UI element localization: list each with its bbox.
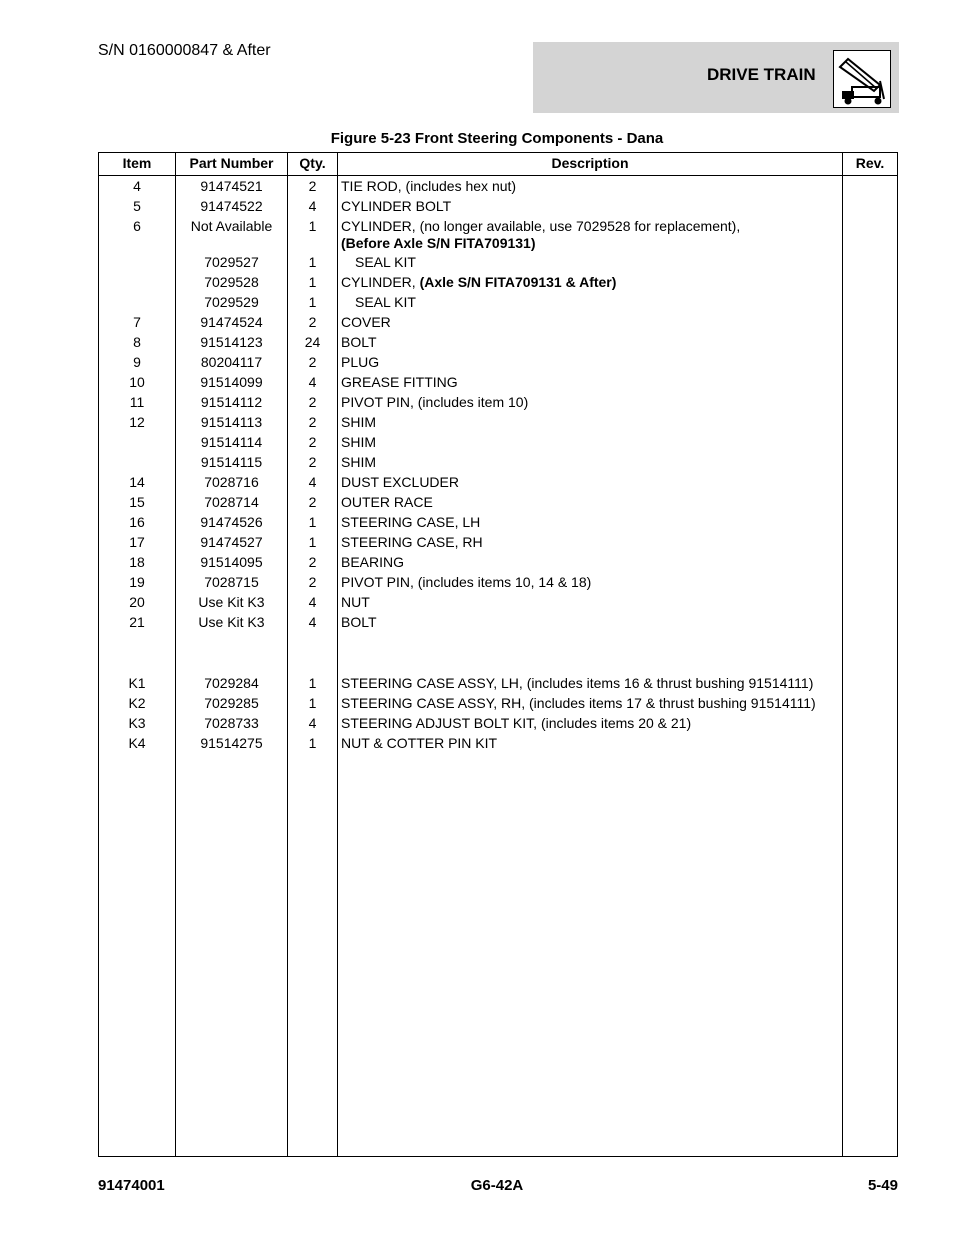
- footer-model: G6-42A: [470, 1177, 524, 1194]
- quantity: 1: [308, 218, 317, 234]
- column-header-item: Item: [122, 155, 152, 171]
- description: SHIM: [341, 454, 376, 470]
- serial-range-note: (Before Axle S/N FITA709131): [341, 235, 536, 251]
- table-row: [99, 452, 897, 472]
- description: NUT & COTTER PIN KIT: [341, 735, 498, 751]
- table-row: [99, 252, 897, 272]
- item-number: K2: [128, 695, 146, 711]
- column-header-description: Description: [551, 155, 629, 171]
- row-group: [99, 312, 897, 632]
- item-number: 8: [133, 334, 141, 350]
- part-number: 7029285: [204, 695, 259, 711]
- part-number: 80204117: [200, 354, 263, 370]
- item-number: 12: [129, 414, 145, 430]
- quantity: 2: [308, 434, 317, 450]
- serial-range-note: (Axle S/N FITA709131 & After): [419, 274, 617, 290]
- part-number: 91514115: [200, 454, 263, 470]
- lift-truck-icon: [833, 50, 891, 108]
- quantity: 1: [308, 695, 317, 711]
- part-number: 91514113: [200, 414, 263, 430]
- serial-number: S/N 0160000847 & After: [98, 42, 271, 59]
- table-row: [99, 592, 897, 612]
- quantity: 1: [308, 534, 317, 550]
- part-number: 91514112: [200, 394, 263, 410]
- item-number: 7: [133, 314, 141, 330]
- item-number: 10: [129, 374, 145, 390]
- quantity: 2: [308, 494, 317, 510]
- item-number: 6: [133, 218, 141, 234]
- part-number: 91514095: [200, 554, 263, 570]
- description: BOLT: [341, 614, 377, 630]
- column-header-part-number: Part Number: [189, 155, 274, 171]
- part-number: 91474526: [200, 514, 263, 530]
- description: OUTER RACE: [341, 494, 433, 510]
- part-number: 7029528: [204, 274, 259, 290]
- quantity: 4: [308, 474, 317, 490]
- table-row: [99, 713, 897, 733]
- figure-title: Figure 5-23 Front Steering Components - Dana: [330, 130, 664, 147]
- section-header: [533, 42, 899, 113]
- table-row: [99, 572, 897, 592]
- part-number: 91474522: [200, 198, 263, 214]
- part-number: Use Kit K3: [198, 614, 265, 630]
- description: PLUG: [341, 354, 380, 370]
- item-number: 11: [129, 394, 145, 410]
- part-number: 91514114: [200, 434, 263, 450]
- table-body: [99, 176, 897, 753]
- quantity: 2: [308, 414, 317, 430]
- quantity: 2: [308, 554, 317, 570]
- table-row: [99, 292, 897, 312]
- description: COVER: [341, 314, 391, 330]
- table-row: [99, 216, 897, 252]
- description: PIVOT PIN, (includes item 10): [341, 394, 529, 410]
- description: DUST EXCLUDER: [341, 474, 459, 490]
- item-number: K4: [128, 735, 146, 751]
- part-number: 91514099: [200, 374, 263, 390]
- table-row: [99, 196, 897, 216]
- part-number: 7028716: [204, 474, 259, 490]
- part-number: Not Available: [190, 218, 273, 234]
- description: STEERING CASE ASSY, LH, (includes items 16 & thrust bushing 91514111): [341, 675, 814, 691]
- description: BEARING: [341, 554, 405, 570]
- item-number: 19: [129, 574, 145, 590]
- table-row: [99, 372, 897, 392]
- description: PIVOT PIN, (includes items 10, 14 & 18): [341, 574, 592, 590]
- quantity: 2: [308, 454, 317, 470]
- table-row: [99, 312, 897, 332]
- part-number: 7028715: [204, 574, 259, 590]
- footer-page-number: 5-49: [867, 1177, 898, 1194]
- part-number: Use Kit K3: [198, 594, 265, 610]
- item-number: 20: [129, 594, 145, 610]
- item-number: 21: [129, 614, 145, 630]
- description: TIE ROD, (includes hex nut): [341, 178, 517, 194]
- quantity: 2: [308, 178, 317, 194]
- description: SHIM: [341, 434, 376, 450]
- table-row: [99, 612, 897, 632]
- table-row: [99, 693, 897, 713]
- quantity: 2: [308, 574, 317, 590]
- table-row: [99, 176, 897, 196]
- description: SEAL KIT: [355, 254, 416, 270]
- part-number: 7028714: [204, 494, 259, 510]
- description: SHIM: [341, 414, 376, 430]
- quantity: 4: [308, 715, 317, 731]
- table-row: [99, 733, 897, 753]
- row-spacer: [99, 632, 897, 673]
- table-row: [99, 272, 897, 292]
- description: STEERING CASE ASSY, RH, (includes items 17 & thrust bushing 91514111): [341, 695, 816, 711]
- table-row: [99, 552, 897, 572]
- quantity: 1: [308, 735, 317, 751]
- quantity: 2: [308, 314, 317, 330]
- quantity: 24: [304, 334, 321, 350]
- table-row: [99, 392, 897, 412]
- item-number: 14: [129, 474, 145, 490]
- table-row: [99, 492, 897, 512]
- quantity: 4: [308, 374, 317, 390]
- quantity: 4: [308, 198, 317, 214]
- part-number: 91474527: [200, 534, 263, 550]
- part-number: 7029529: [204, 294, 259, 310]
- column-header-rev: Rev.: [855, 155, 885, 171]
- part-number: 7028733: [204, 715, 259, 731]
- part-number: 7029284: [204, 675, 259, 691]
- parts-table: [98, 152, 898, 1157]
- quantity: 1: [308, 274, 317, 290]
- table-row: [99, 532, 897, 552]
- item-number: K3: [128, 715, 146, 731]
- table-row: [99, 472, 897, 492]
- item-number: K1: [128, 675, 146, 691]
- description-text: CYLINDER, (no longer available, use 7029528 for replacement),: [341, 218, 741, 234]
- item-number: 5: [133, 198, 141, 214]
- item-number: 15: [129, 494, 145, 510]
- item-number: 17: [129, 534, 145, 550]
- description: BOLT: [341, 334, 377, 350]
- quantity: 4: [308, 614, 317, 630]
- quantity: 2: [308, 394, 317, 410]
- column-header-qty: Qty.: [299, 155, 326, 171]
- quantity: 2: [308, 354, 317, 370]
- kit-row-group: [99, 673, 897, 753]
- description: NUT: [341, 594, 370, 610]
- table-row: [99, 432, 897, 452]
- part-number: 91474524: [200, 314, 263, 330]
- description: [341, 272, 841, 291]
- quantity: 1: [308, 254, 317, 270]
- part-number: 91514275: [200, 735, 263, 751]
- item-number: 16: [129, 514, 145, 530]
- description-text: CYLINDER,: [341, 274, 420, 290]
- item-number: 9: [133, 354, 141, 370]
- description: [341, 216, 841, 252]
- quantity: 1: [308, 514, 317, 530]
- quantity: 4: [308, 594, 317, 610]
- description: STEERING CASE, RH: [341, 534, 483, 550]
- footer-part-number: 91474001: [98, 1177, 165, 1194]
- item-number: 18: [129, 554, 145, 570]
- table-row: [99, 512, 897, 532]
- description: CYLINDER BOLT: [341, 198, 452, 214]
- quantity: 1: [308, 675, 317, 691]
- description: STEERING ADJUST BOLT KIT, (includes items 20 & 21): [341, 715, 692, 731]
- description: GREASE FITTING: [341, 374, 458, 390]
- quantity: 1: [308, 294, 317, 310]
- item-number: 4: [133, 178, 141, 194]
- table-row: [99, 412, 897, 432]
- section-title: DRIVE TRAIN: [707, 65, 816, 84]
- description: SEAL KIT: [355, 294, 416, 310]
- part-number: 91514123: [200, 334, 263, 350]
- part-number: 91474521: [200, 178, 263, 194]
- table-row: [99, 673, 897, 693]
- part-number: 7029527: [204, 254, 259, 270]
- table-row: [99, 352, 897, 372]
- table-row: [99, 332, 897, 352]
- description: STEERING CASE, LH: [341, 514, 481, 530]
